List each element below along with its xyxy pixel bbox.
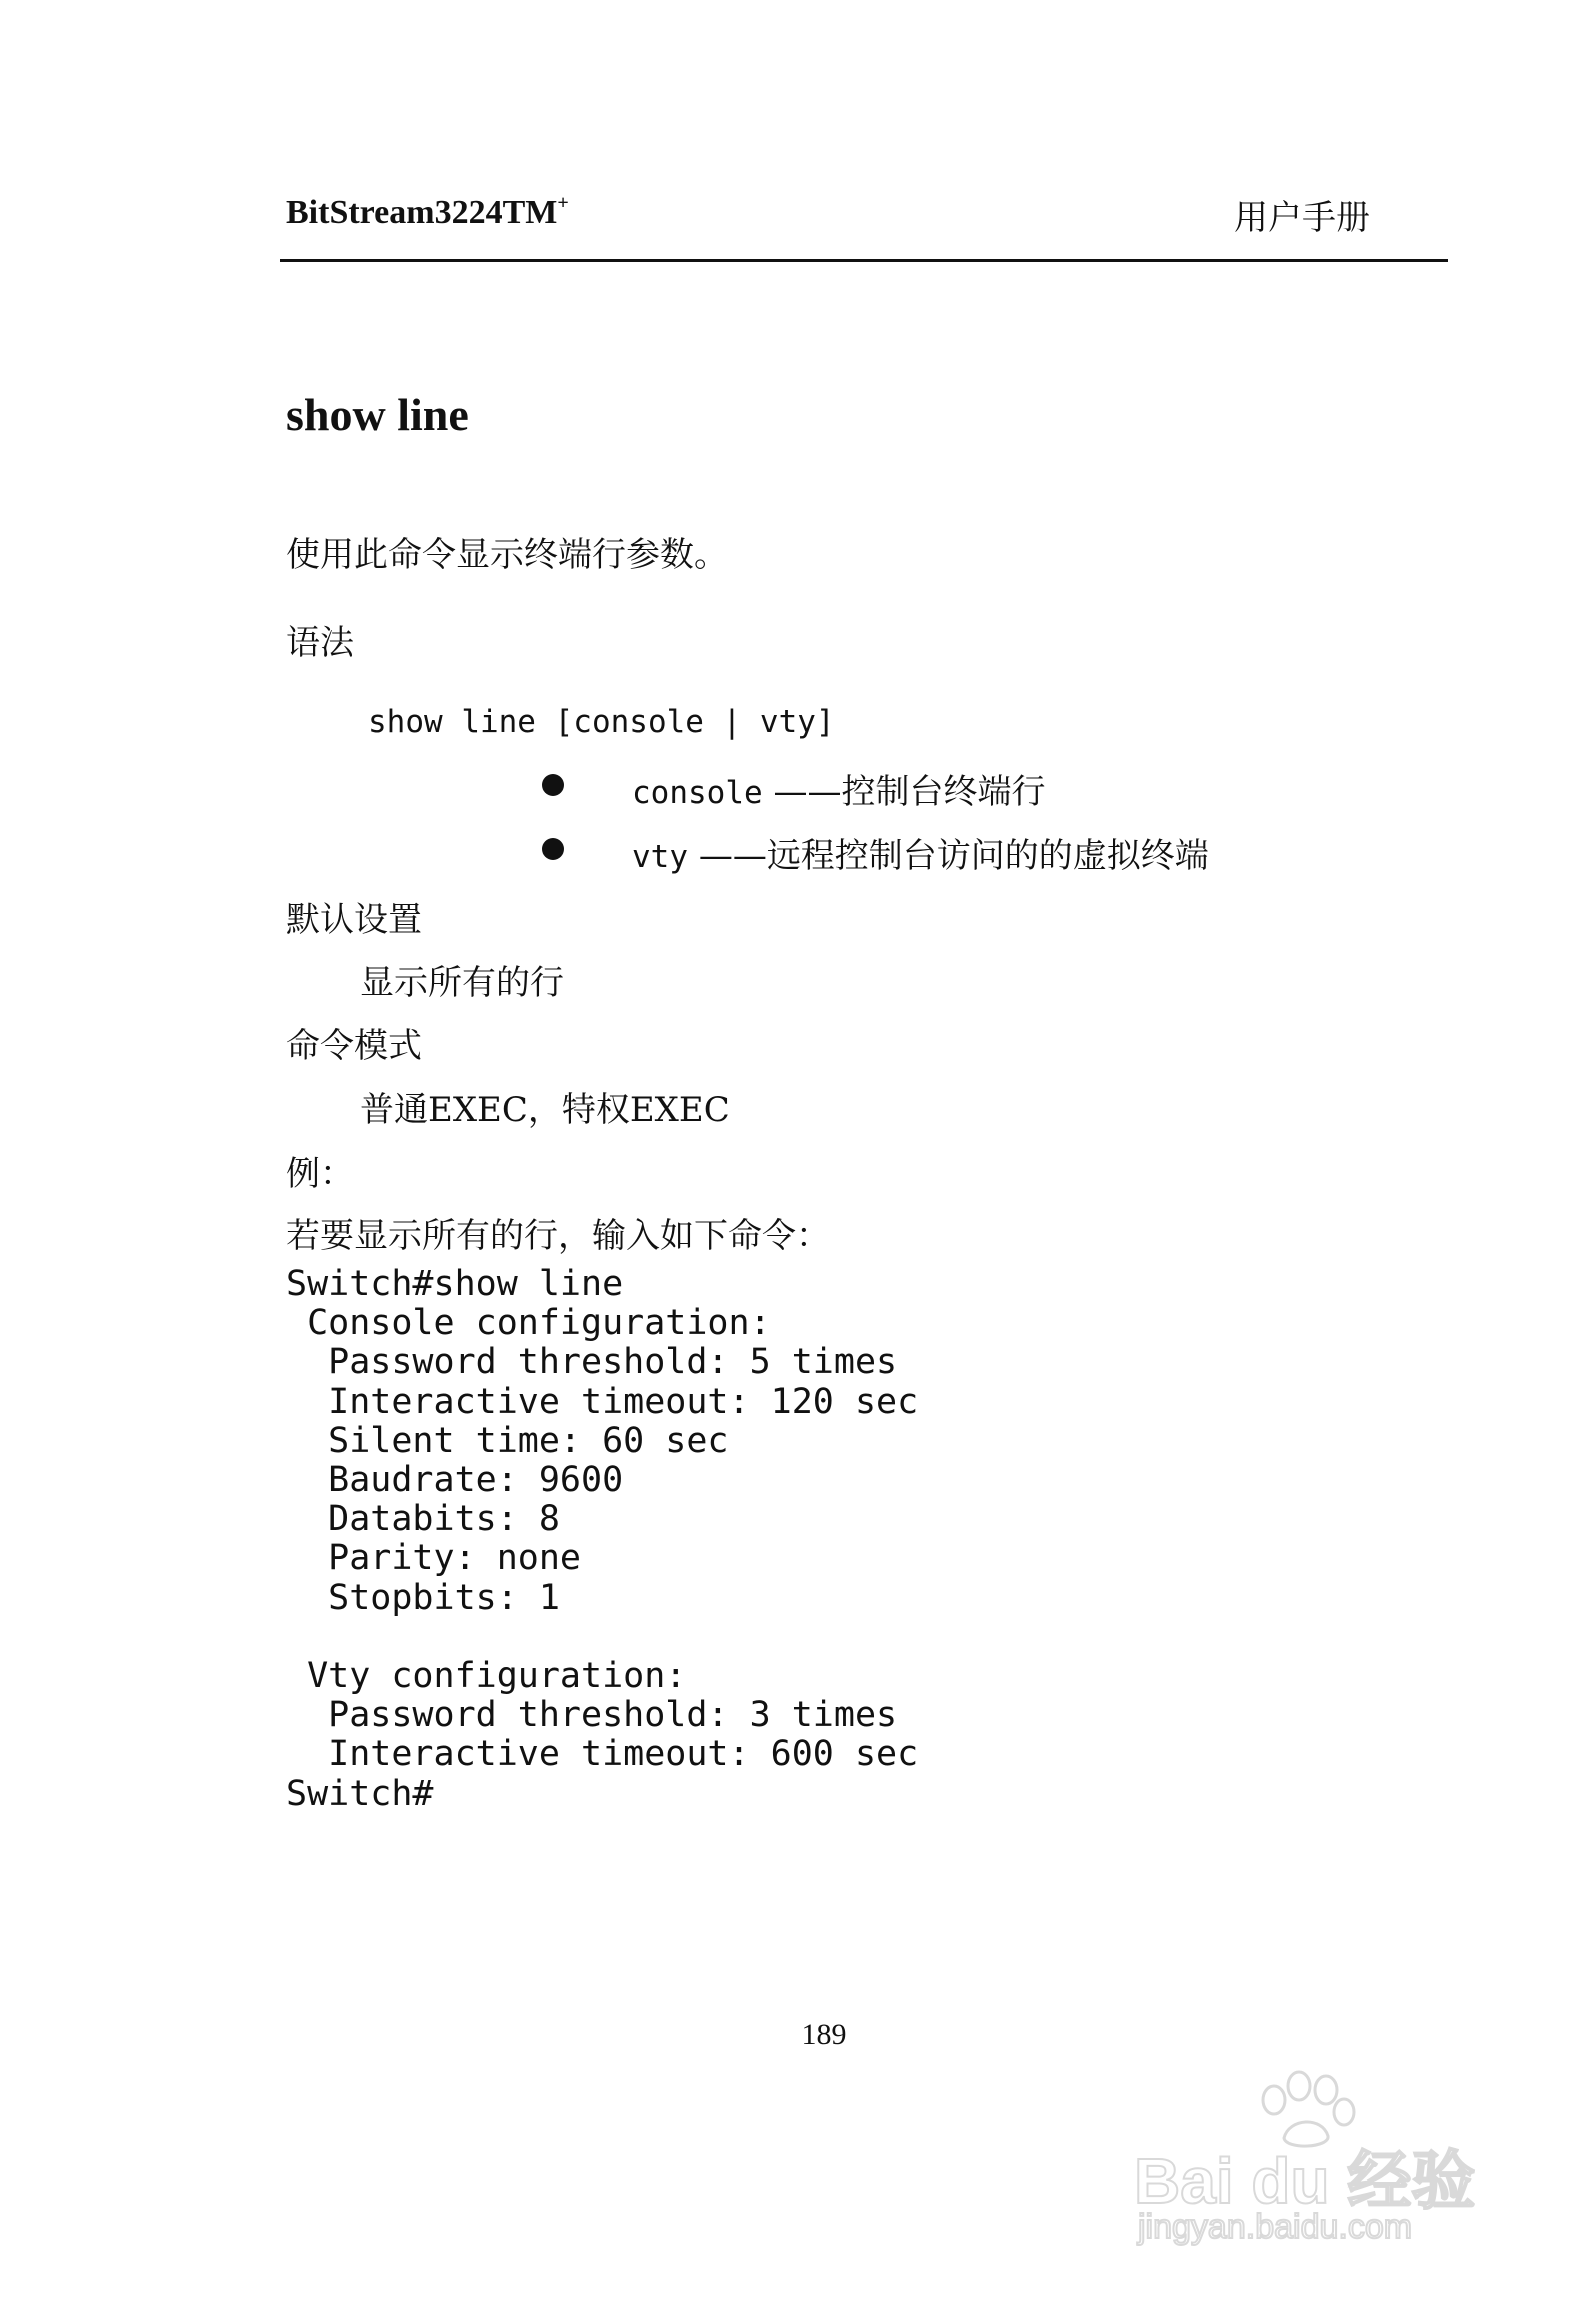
example-code-block: Switch#show line Console configuration: Password threshold: 5 times Interactive timeout: 120 sec Silent time: 60 sec Baudrate: 9600 Databits: 8 Parity: none Stopbits: 1 Vty configuration: Password threshold: 3 times Interactive timeout: 600 sec Switch# (286, 1264, 919, 1814)
watermark-url: jingyan.baidu.com (1138, 2208, 1413, 2246)
header-product-superscript: + (557, 192, 569, 214)
param-desc: ——远程控制台访问的的虚拟终端 (698, 836, 1209, 876)
command-description: 使用此命令显示终端行参数。 (286, 535, 728, 575)
param-name: console (632, 775, 763, 811)
bullet-icon (542, 838, 564, 860)
param-item-console (632, 764, 1045, 813)
page-number: 189 (801, 2018, 847, 2051)
mode-value: 普通EXEC，特权EXEC (360, 1090, 730, 1130)
watermark-brand: Bai du 经验 (1134, 2145, 1476, 2217)
baidu-watermark (1134, 2070, 1494, 2250)
example-intro: 若要显示所有的行，输入如下命令： (286, 1216, 830, 1256)
syntax-command: show line [console | vty] (368, 704, 835, 740)
syntax-heading: 语法 (286, 623, 354, 663)
header-divider (280, 259, 1448, 262)
default-value: 显示所有的行 (360, 963, 564, 1003)
param-item-vty (632, 828, 1209, 877)
bullet-icon (542, 774, 564, 796)
header-product-name: BitStream3224TM+ (286, 192, 569, 231)
section-title: show line (286, 389, 469, 440)
header-manual-label: 用户手册 (1234, 198, 1370, 238)
default-heading: 默认设置 (286, 900, 422, 940)
mode-heading: 命令模式 (286, 1026, 422, 1066)
param-name: vty (632, 839, 688, 875)
param-desc: ——控制台终端行 (773, 772, 1046, 812)
example-heading: 例： (286, 1154, 354, 1194)
